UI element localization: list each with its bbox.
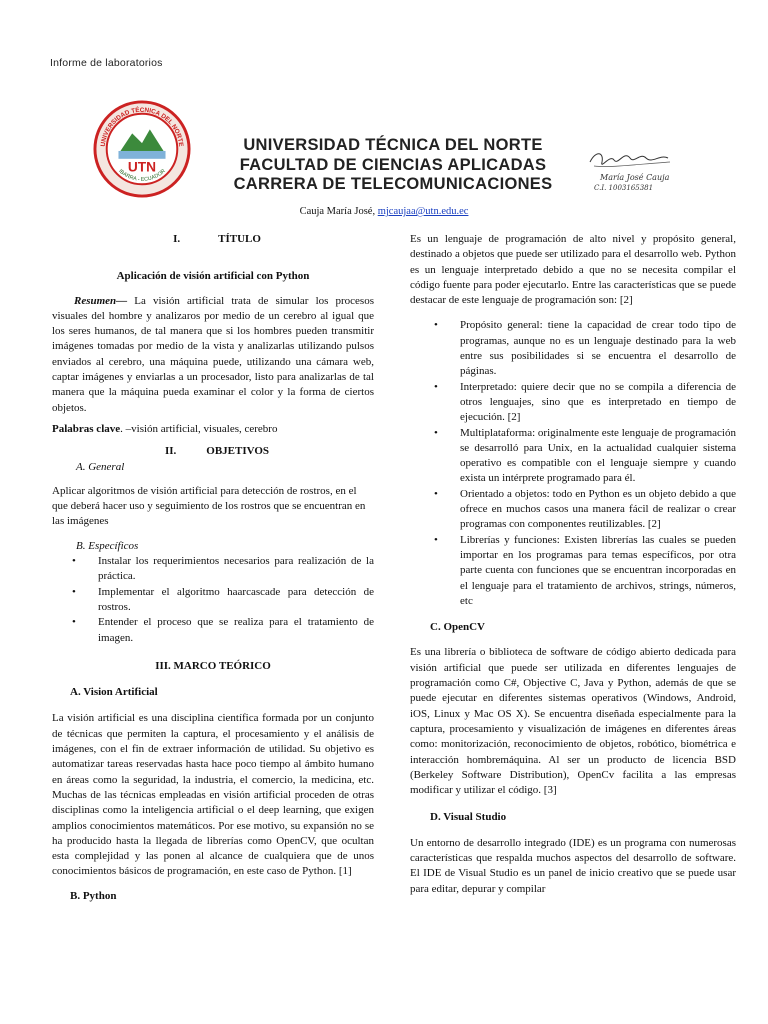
section-1-heading xyxy=(52,232,374,247)
university-logo xyxy=(93,100,191,198)
author-line xyxy=(0,206,768,217)
list-item: • Propósito general: tiene la capacidad de crear todo tipo de programas, aunque no es un lenguaje destinado para la web entre sus posibilidades si se encuentra el desarrollo de páginas. xyxy=(410,318,736,379)
list-item: • Interpretado: quiere decir que no se compila a diferencia de otros lenguajes, sino que es interpretado en tiempo de ejecución. [2] xyxy=(410,380,736,426)
list-item: • Instalar los requerimientos necesarios para realización de la práctica. xyxy=(52,554,374,585)
keywords xyxy=(52,422,374,437)
faculty-name: FACULTAD DE CIENCIAS APLICADAS xyxy=(239,155,547,174)
abstract xyxy=(52,294,374,416)
section-3-heading: III. MARCO TEÓRICO xyxy=(155,659,271,672)
subsection-a-text: La visión artificial es una disciplina científica formada por un conjunto de técnicas que permiten la captura, el procesamiento y el análisis de imágenes, con el fin de extraer información de utilidad. Su objetivo es automatizar tareas reservadas hasta hace poco tiempo al ámbito humano en áreas como la seguridad, la industria, el comercio, la medicina, etc. Muchas de las técnicas empleadas en visión artificial proceden de otras disciplinas como la inteligencia artificial o el deep learning, que exigen amplios conocimientos matemáticos. Por ese motivo, su expansión no se ha producido hasta la llegada de librerías como OpenCV, que ocultan esta complejidad y las ponen al alcance de cualquiera que de unos conocimientos básicos de programación, en este caso de Python. [1] xyxy=(52,712,374,878)
paper-title: Aplicación de visión artificial con Python xyxy=(116,270,310,283)
author-name: Cauja María José, xyxy=(299,206,378,217)
general-text: Aplicar algoritmos de visión artificial para detección de rostros, en el que deberá hacer uso y seguimiento de los rostros que se encuentran en las imágenes xyxy=(52,484,366,528)
specific-heading: B. Específicos xyxy=(76,539,139,552)
university-heading xyxy=(228,136,558,195)
subsection-d-text: Un entorno de desarrollo integrado (IDE) es un programa con numerosas características que respalda muchos aspectos del desarrollo de software. El IDE de Visual Studio es un panel de inicio creativo que se puede usar para editar, depurar y compilar xyxy=(410,836,736,895)
list-item: • Librerías y funciones: Existen librerías las cuales se pueden importar en los programas para temas específicos, por otra parte cuenta con funciones que se encuentran incorporadas en el lenguaje para el tratamiento de archivos, strings, números, etc xyxy=(410,533,736,609)
specific-list xyxy=(52,554,374,646)
subsection-c-text: Es una librería o biblioteca de software de código abierto dedicada para visión artificial que puede ser utilizada en diferentes lenguajes de programación como C#, Objective C, Java y Python, además de que se puede ejecutar en diferentes sistemas operativos (Windows, Android, iOS, Linux y Mac OS X). Se encuentra diseñada especialmente para la captura, procesamiento y visualización de imágenes en diferentes áreas como: monitorización, reconocimiento de objetos, robótico, biométrica e interacción hombremáquina. Al ser un producto de licencia BSD (Berkeley Software Distribution), OpenCv facilita a las empresas modificar y utilizar el código. [3] xyxy=(410,646,736,797)
keywords-label: Palabras clave xyxy=(52,422,121,435)
logo-text: UTN xyxy=(127,159,157,175)
abstract-label: Resumen— xyxy=(74,294,128,307)
list-item: • Implementar el algoritmo haarcascade para detección de rostros. xyxy=(52,585,374,616)
section-2-heading xyxy=(52,444,374,459)
list-item: • Orientado a objetos: todo en Python es un objeto debido a que ofrece en muchos casos una manera fácil de realizar o crear programas con componentes reutilizables. [2] xyxy=(410,487,736,533)
signature-name: María José Cauja xyxy=(600,173,670,182)
section-1-number: I. xyxy=(173,233,181,245)
section-2-title: OBJETIVOS xyxy=(206,445,270,458)
abstract-text: La visión artificial trata de simular los procesos visuales del hombre y analizaros por medio de un cerebro al igual que los seres humanos, de tal manera que si los hombres pueden transmitir imágenes tomadas por medio de la vista y analizarlas utilizando pulsos enviados al cerebro, una máquina puede, utilizando una cámara web, captar imágenes y enviarlas a un procesador, listo para analizarlas de tal manera que la máquina pueda examinar el color y la forma de ciertos objetos. xyxy=(52,294,374,414)
signature-id: C.I. 1003165381 xyxy=(594,184,654,192)
keywords-text: . –visión artificial, visuales, cerebro xyxy=(120,422,278,435)
right-column xyxy=(410,232,736,897)
subsection-c-heading: C. OpenCV xyxy=(430,621,486,634)
logo-ring-top: UNIVERSIDAD TÉCNICA DEL NORTE xyxy=(99,106,185,147)
university-name: UNIVERSIDAD TÉCNICA DEL NORTE xyxy=(243,136,543,154)
general-heading: A. General xyxy=(76,460,125,473)
career-name: CARRERA DE TELECOMUNICACIONES xyxy=(233,175,553,193)
python-features-list xyxy=(410,318,736,609)
python-intro: Es un lenguaje de programación de alto nivel y propósito general, destinado a objetos que puede ser utilizado para el desarrollo web. Python es un lenguaje interpretado debido a que no se necesita compilar el código fuente para poder ejecutarlo. Entre las características que se puede destacar de este lenguaje de programación son: [2] xyxy=(410,233,736,307)
handwritten-signature xyxy=(580,140,685,196)
list-item: • Multiplataforma: originalmente este lenguaje de programación se desarrolló para Unix, en la actualidad cualquier sistema operativo es compatible con el lenguaje siempre y cuando exista un intérprete programado para él. xyxy=(410,426,736,487)
report-header: Informe de laboratorios xyxy=(50,57,163,69)
section-2-number: II. xyxy=(164,445,177,458)
subsection-d-heading: D. Visual Studio xyxy=(430,811,507,824)
list-item: • Entender el proceso que se realiza para el tratamiento de imagen. xyxy=(52,615,374,646)
logo-ring-bottom: IBARRA - ECUADOR xyxy=(117,168,167,183)
subsection-a-heading: A. Vision Artificial xyxy=(70,686,158,699)
subsection-b-heading: B. Python xyxy=(70,889,117,902)
left-column xyxy=(52,232,374,904)
author-email-link[interactable]: mjcaujaa@utn.edu.ec xyxy=(377,206,469,217)
section-1-title: TÍTULO xyxy=(218,233,261,245)
